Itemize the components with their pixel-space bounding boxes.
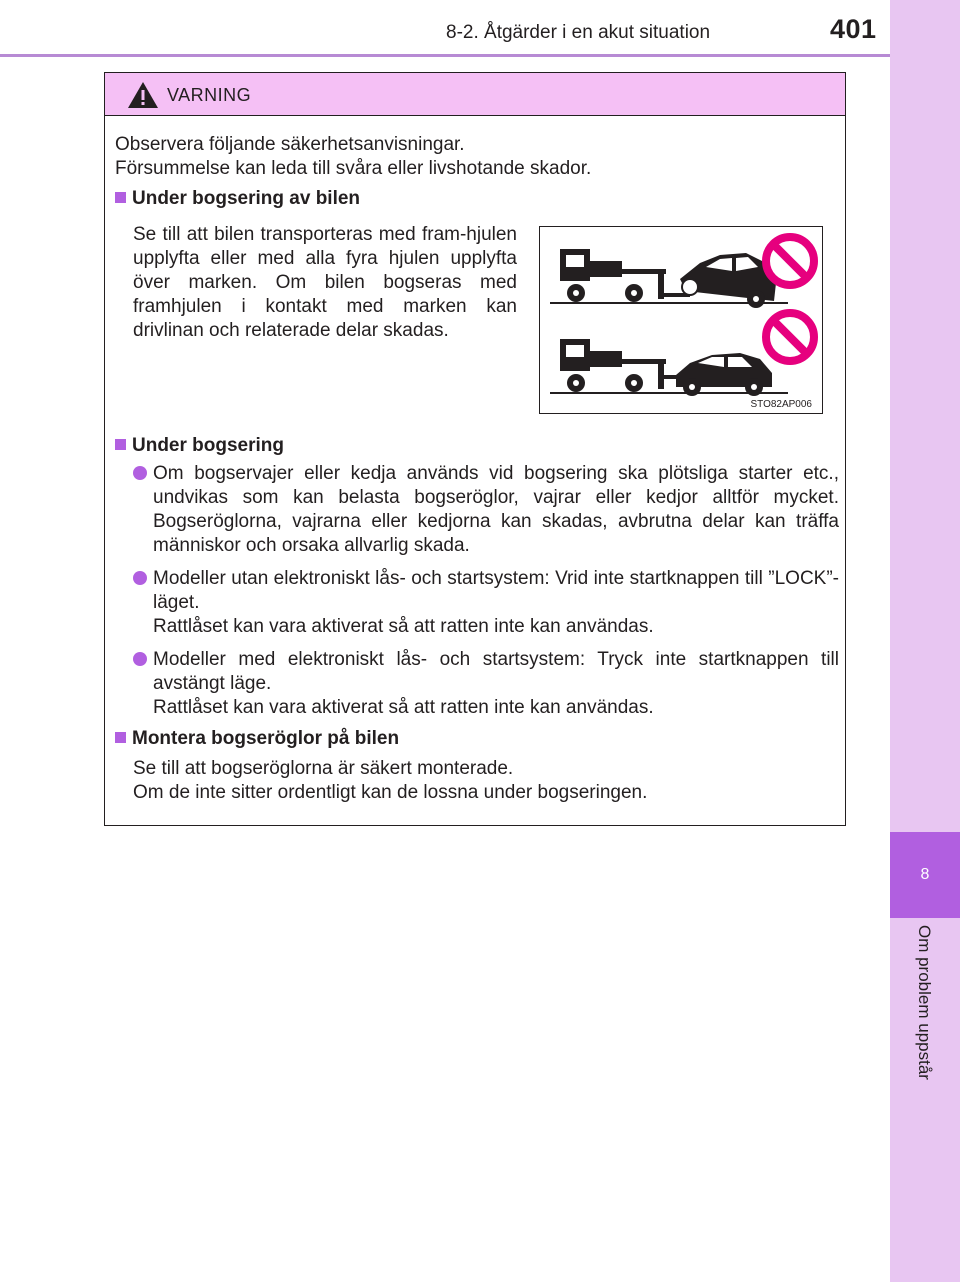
section-heading-text: Montera bogseröglor på bilen (132, 728, 400, 749)
tow-truck-top (560, 249, 690, 302)
bullet-item (133, 462, 839, 558)
side-tab-chapter-number: 8 (890, 832, 960, 918)
bullet-text: Om bogservajer eller kedja används vid bogsering ska plötsliga starter etc., undvikas som kan belasta bogseröglor, vajrar eller kedjor alltför mycket. Bogseröglorna, vajrarna eller kedjorna kan skadas, avbrutna delar kan träffa människor och orsaka allvarlig skada. (153, 463, 839, 556)
tow-eyes-line1: Se till att bogseröglorna är säkert monterade. (133, 758, 514, 779)
warning-intro-line2: Försummelse kan leda till svåra eller livshotande skador. (115, 158, 592, 179)
warning-box (104, 72, 846, 826)
section-heading-text: Under bogsering (132, 435, 285, 456)
tow-eyes-line2: Om de inte sitter ordentligt kan de lossna under bogseringen. (133, 782, 648, 803)
heading-square-icon (115, 192, 126, 203)
bullet-note: Rattlåset kan vara aktiverat så att ratten inte kan användas. (153, 697, 654, 718)
bullet-dot-icon (133, 652, 147, 666)
bullet-text: Modeller med elektroniskt lås- och startsystem: Tryck inte startknappen till avstängt läge. (153, 649, 839, 694)
warning-header (105, 73, 845, 116)
bullet-note: Rattlåset kan vara aktiverat så att ratten inte kan användas. (153, 616, 654, 637)
section-heading-tow-eyes (115, 727, 399, 751)
section-text-tow-eyes (133, 757, 833, 805)
bullet-dot-icon (133, 466, 147, 480)
section-text-towing-vehicle: Se till att bilen transporteras med fram-hjulen upplyfta eller med alla fyra hjulen upplyfta över marken. Om bilen bogseras med framhjulen i kontakt med marken kan drivlinan och relaterade delar skadas. (133, 224, 517, 341)
side-tab-chapter-title (890, 925, 960, 1115)
prohibited-icon (766, 313, 814, 361)
bullet-text: Modeller utan elektroniskt lås- och startsystem: Vrid inte startknappen till ”LOCK”-läget. (153, 568, 839, 613)
towed-car-bottom (676, 353, 772, 396)
bullet-dot-icon (133, 571, 147, 585)
warning-triangle-icon (127, 81, 159, 109)
figure-caption: STO82AP006 (750, 399, 812, 410)
prohibited-icon (766, 237, 814, 285)
heading-square-icon (115, 439, 126, 450)
section-heading-towing-vehicle (115, 187, 360, 211)
heading-square-icon (115, 732, 126, 743)
bullet-item (133, 567, 839, 639)
towing-illustration (540, 227, 822, 413)
warning-label: VARNING (167, 85, 252, 105)
page-number: 401 (830, 14, 877, 44)
towing-figure (539, 226, 823, 414)
section-heading-during-towing (115, 434, 284, 458)
warning-intro-line1: Observera följande säkerhetsanvisningar. (115, 134, 465, 155)
page-header-section: 8-2. Åtgärder i en akut situation (446, 22, 711, 43)
bullet-item (133, 648, 839, 720)
towed-car-top (680, 253, 776, 308)
tow-truck-bottom (560, 339, 678, 392)
side-tab-title-text: Om problem uppstår (915, 925, 934, 1080)
header-rule (0, 54, 890, 57)
warning-intro (115, 133, 835, 181)
section-heading-text: Under bogsering av bilen (132, 188, 361, 209)
